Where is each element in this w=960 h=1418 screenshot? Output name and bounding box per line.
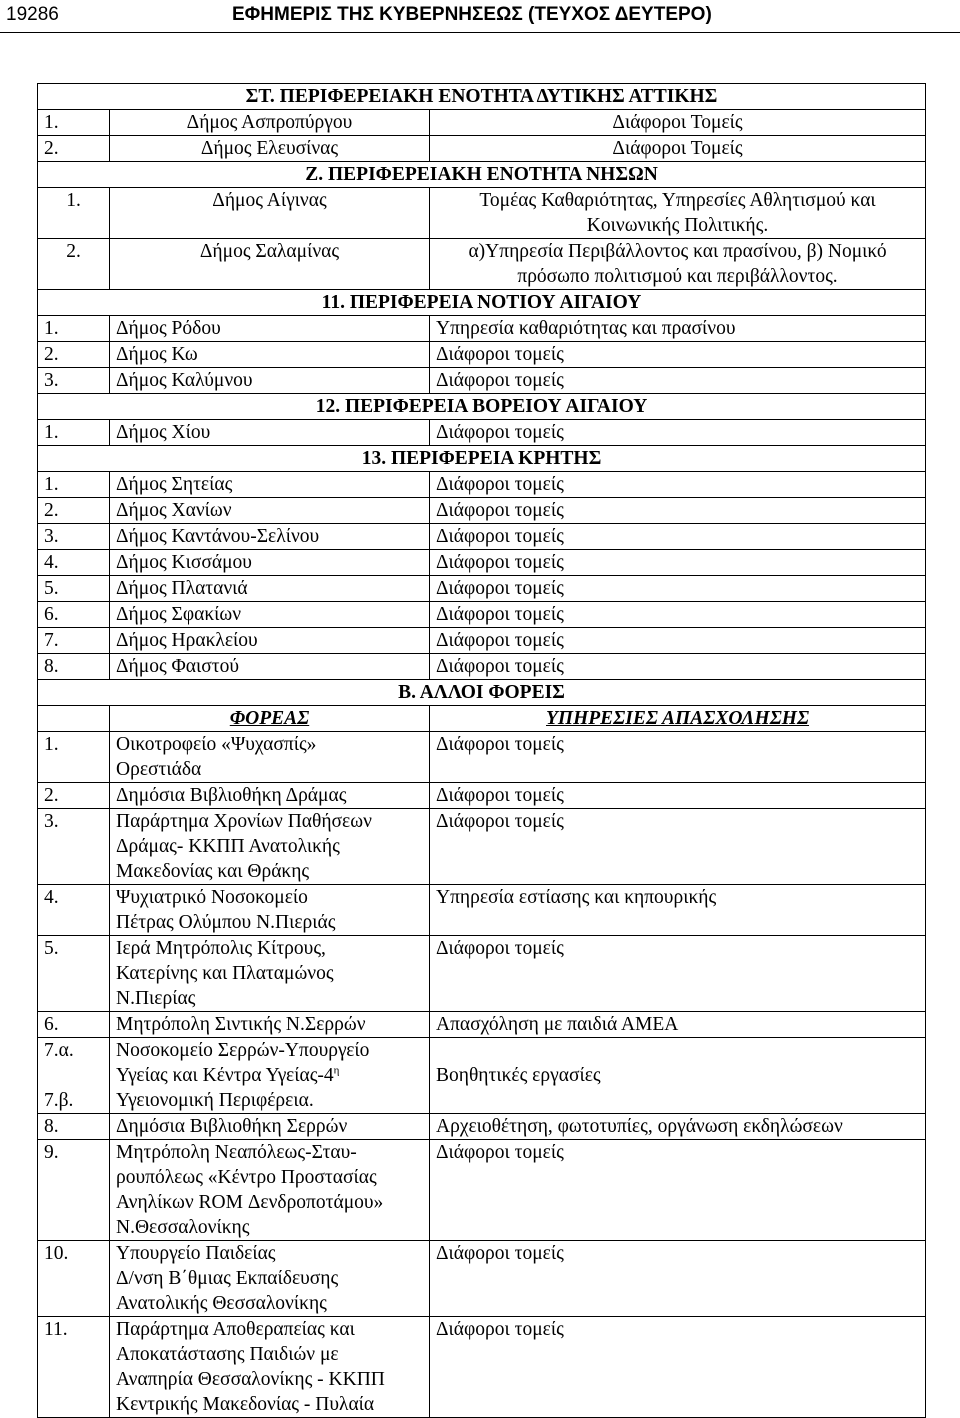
body-name: Δήμος Σαλαμίνας [110, 239, 430, 290]
table-row [38, 1038, 926, 1114]
body-name: Δήμος Καντάνου-Σελίνου [110, 524, 430, 550]
row-number: 7. [38, 628, 110, 654]
row-number: 1. [38, 110, 110, 136]
table-row [38, 239, 926, 290]
section-heading: 12. ΠΕΡΙΦΕΡΕΙΑ ΒΟΡΕΙΟΥ ΑΙΓΑΙΟΥ [38, 394, 926, 420]
body-name: Δήμος Αίγινας [110, 188, 430, 239]
body-name [110, 1114, 430, 1140]
table-row [38, 783, 926, 809]
body-line: Αναπηρία Θεσσαλονίκης - ΚΚΠΠ [116, 1369, 385, 1390]
service-text: Διάφοροι τομείς [430, 1241, 926, 1317]
body-line [116, 1063, 423, 1088]
table-row [38, 628, 926, 654]
row-number: 5. [38, 576, 110, 602]
body-line: Ψυχιατρικό Νοσοκομείο [116, 887, 308, 908]
row-number: 1. [38, 732, 110, 783]
table-row [38, 188, 926, 239]
row-number-b: 7.β. [44, 1090, 74, 1111]
body-name: Δήμος Σφακίων [110, 602, 430, 628]
row-number: 3. [38, 809, 110, 885]
service-text: Αρχειοθέτηση, φωτοτυπίες, οργάνωση εκδηλώσεων [430, 1114, 926, 1140]
section-row [38, 394, 926, 420]
section-heading: ΣΤ. ΠΕΡΙΦΕΡΕΙΑΚΗ ΕΝΟΤΗΤΑ ΔΥΤΙΚΗΣ ΑΤΤΙΚΗΣ [38, 84, 926, 110]
body-line: Νοσοκομείο Σερρών-Υπουργείο [116, 1040, 370, 1061]
service-text: Διάφοροι τομείς [430, 732, 926, 783]
table-row [38, 110, 926, 136]
service-line: Τομέας Καθαριότητας, Υπηρεσίες Αθλητισμού και [479, 190, 876, 211]
row-number: 3. [38, 524, 110, 550]
body-name: Δήμος Πλατανιά [110, 576, 430, 602]
service-text: Διάφοροι τομείς [430, 936, 926, 1012]
body-line: Υγειονομική Περιφέρεια. [116, 1090, 314, 1111]
service-text: Υπηρεσία εστίασης και κηπουρικής [430, 885, 926, 936]
table-row [38, 420, 926, 446]
section-heading: 13. ΠΕΡΙΦΕΡΕΙΑ ΚΡΗΤΗΣ [38, 446, 926, 472]
header-rule [0, 32, 960, 33]
row-number: 9. [38, 1140, 110, 1241]
service-line: πρόσωπο πολιτισμού και περιβάλλοντος. [517, 266, 838, 287]
service-text: Απασχόληση με παιδιά ΑΜΕΑ [430, 1012, 926, 1038]
body-name [110, 732, 430, 783]
column-header-body: ΦΟΡΕΑΣ [110, 706, 430, 732]
row-number: 2. [38, 342, 110, 368]
body-name [110, 1317, 430, 1418]
section-row [38, 162, 926, 188]
row-number: 4. [38, 885, 110, 936]
table-row [38, 316, 926, 342]
body-line: Δ/νση Β΄θμιας Εκπαίδευσης [116, 1268, 339, 1289]
body-name: Δήμος Χίου [110, 420, 430, 446]
body-line: Μακεδονίας και Θράκης [116, 861, 310, 882]
row-number: 11. [38, 1317, 110, 1418]
row-number: 2. [38, 498, 110, 524]
body-name [110, 1241, 430, 1317]
service-text: Διάφοροι τομείς [430, 783, 926, 809]
body-name: Δήμος Ασπροπύργου [110, 110, 430, 136]
service-text [430, 188, 926, 239]
body-name [110, 1038, 430, 1114]
body-name: Δήμος Χανίων [110, 498, 430, 524]
table-row [38, 368, 926, 394]
table-row [38, 576, 926, 602]
row-number: 2. [38, 783, 110, 809]
section-heading: Ζ. ΠΕΡΙΦΕΡΕΙΑΚΗ ΕΝΟΤΗΤΑ ΝΗΣΩΝ [38, 162, 926, 188]
row-number-a: 7.α. [44, 1040, 74, 1061]
body-line: Ν.Πιερίας [116, 988, 196, 1009]
bodies-table [37, 83, 926, 1418]
body-line-text: Υγείας και Κέντρα Υγείας-4 [116, 1065, 334, 1086]
row-number: 1. [38, 188, 110, 239]
service-text: Διάφοροι τομείς [430, 368, 926, 394]
row-number: 8. [38, 1114, 110, 1140]
table-row [38, 136, 926, 162]
row-number: 2. [38, 136, 110, 162]
service-text [430, 1038, 926, 1114]
row-number: 1. [38, 316, 110, 342]
table-row [38, 1140, 926, 1241]
body-name: Δήμος Καλύμνου [110, 368, 430, 394]
section-heading: Β. ΑΛΛΟΙ ΦΟΡΕΙΣ [38, 680, 926, 706]
body-name [110, 783, 430, 809]
table-row [38, 498, 926, 524]
row-number: 10. [38, 1241, 110, 1317]
service-text: Υπηρεσία καθαριότητας και πρασίνου [430, 316, 926, 342]
row-number: 1. [38, 472, 110, 498]
ordinal-superscript: η [333, 1064, 340, 1077]
body-line: ρουπόλεως «Κέντρο Προστασίας [116, 1167, 377, 1188]
service-value: Βοηθητικές εργασίες [436, 1065, 601, 1086]
row-number: 3. [38, 368, 110, 394]
table-row [38, 550, 926, 576]
table-row [38, 1012, 926, 1038]
service-text: Διάφοροι τομείς [430, 628, 926, 654]
body-line: Αποκατάστασης Παιδιών με [116, 1344, 339, 1365]
table-row [38, 342, 926, 368]
service-line: α)Υπηρεσία Περιβάλλοντος και πρασίνου, β) Νομικό [468, 241, 887, 262]
service-text: Διάφοροι τομείς [430, 472, 926, 498]
body-line: Παράρτημα Χρονίων Παθήσεων [116, 811, 372, 832]
body-line: Μητρόπολη Σιντικής Ν.Σερρών [116, 1014, 366, 1035]
journal-title: ΕΦΗΜΕΡΙΣ ΤΗΣ ΚΥΒΕΡΝΗΣΕΩΣ (ΤΕΥΧΟΣ ΔΕΥΤΕΡΟ) [232, 4, 712, 25]
body-line: Κεντρικής Μακεδονίας - Πυλαία [116, 1394, 375, 1415]
body-name [110, 936, 430, 1012]
service-text: Διάφοροι Τομείς [430, 136, 926, 162]
body-line: Ν.Θεσσαλονίκης [116, 1217, 250, 1238]
column-header-services: ΥΠΗΡΕΣΙΕΣ ΑΠΑΣΧΟΛΗΣΗΣ [430, 706, 926, 732]
table-row [38, 936, 926, 1012]
body-name [110, 1140, 430, 1241]
service-text: Διάφοροι τομείς [430, 420, 926, 446]
table-row [38, 1114, 926, 1140]
body-name [110, 809, 430, 885]
body-line: Υπουργείο Παιδείας [116, 1243, 276, 1264]
row-number-spacer [44, 1063, 103, 1088]
body-line: Ανηλίκων ROM Δενδροποτάμου» [116, 1192, 384, 1213]
body-line: Δράμας- ΚΚΠΠ Ανατολικής [116, 836, 340, 857]
page-header [0, 0, 960, 30]
body-line: Μητρόπολη Νεαπόλεως-Σταυ- [116, 1142, 357, 1163]
body-name: Δήμος Κω [110, 342, 430, 368]
row-number: 8. [38, 654, 110, 680]
body-name: Δήμος Ελευσίνας [110, 136, 430, 162]
service-text: Διάφοροι τομείς [430, 1140, 926, 1241]
page-number: 19286 [6, 4, 59, 25]
row-number [38, 1038, 110, 1114]
row-number: 6. [38, 602, 110, 628]
table-row [38, 524, 926, 550]
service-text: Διάφοροι τομείς [430, 1317, 926, 1418]
table-row [38, 472, 926, 498]
table-row [38, 1241, 926, 1317]
section-heading: 11. ΠΕΡΙΦΕΡΕΙΑ ΝΟΤΙΟΥ ΑΙΓΑΙΟΥ [38, 290, 926, 316]
service-text: Διάφοροι Τομείς [430, 110, 926, 136]
row-number: 2. [38, 239, 110, 290]
row-number: 5. [38, 936, 110, 1012]
service-text: Διάφοροι τομείς [430, 342, 926, 368]
body-line: Οικοτροφείο «Ψυχασπίς» [116, 734, 317, 755]
section-row [38, 446, 926, 472]
service-text: Διάφοροι τομείς [430, 809, 926, 885]
body-name [110, 885, 430, 936]
service-line: Κοινωνικής Πολιτικής. [586, 215, 769, 236]
blank-header-cell [38, 706, 110, 732]
body-name: Δήμος Κισσάμου [110, 550, 430, 576]
body-line: Πέτρας Ολύμπου Ν.Πιεριάς [116, 912, 336, 933]
table-row [38, 809, 926, 885]
section-row [38, 680, 926, 706]
body-name [110, 1012, 430, 1038]
body-name: Δήμος Φαιστού [110, 654, 430, 680]
table-row [38, 732, 926, 783]
body-line: Ανατολικής Θεσσαλονίκης [116, 1293, 327, 1314]
row-number: 4. [38, 550, 110, 576]
service-text: Διάφοροι τομείς [430, 602, 926, 628]
service-text: Διάφοροι τομείς [430, 576, 926, 602]
service-text: Διάφοροι τομείς [430, 550, 926, 576]
body-name: Δήμος Σητείας [110, 472, 430, 498]
body-line: Δημόσια Βιβλιοθήκη Σερρών [116, 1116, 348, 1137]
service-text [430, 239, 926, 290]
table-row [38, 885, 926, 936]
table-row [38, 602, 926, 628]
service-text: Διάφοροι τομείς [430, 524, 926, 550]
column-header-row [38, 706, 926, 732]
body-name: Δήμος Ηρακλείου [110, 628, 430, 654]
body-line: Κατερίνης και Πλαταμώνος [116, 963, 334, 984]
body-line: Παράρτημα Αποθεραπείας και [116, 1319, 355, 1340]
section-row [38, 84, 926, 110]
row-number: 6. [38, 1012, 110, 1038]
row-number: 1. [38, 420, 110, 446]
body-name: Δήμος Ρόδου [110, 316, 430, 342]
body-line: Δημόσια Βιβλιοθήκη Δράμας [116, 785, 347, 806]
section-row [38, 290, 926, 316]
table-row [38, 654, 926, 680]
service-text: Διάφοροι τομείς [430, 498, 926, 524]
service-text: Διάφοροι τομείς [430, 654, 926, 680]
body-line: Ορεστιάδα [116, 759, 202, 780]
table-row [38, 1317, 926, 1418]
body-line: Ιερά Μητρόπολις Κίτρους, [116, 938, 326, 959]
